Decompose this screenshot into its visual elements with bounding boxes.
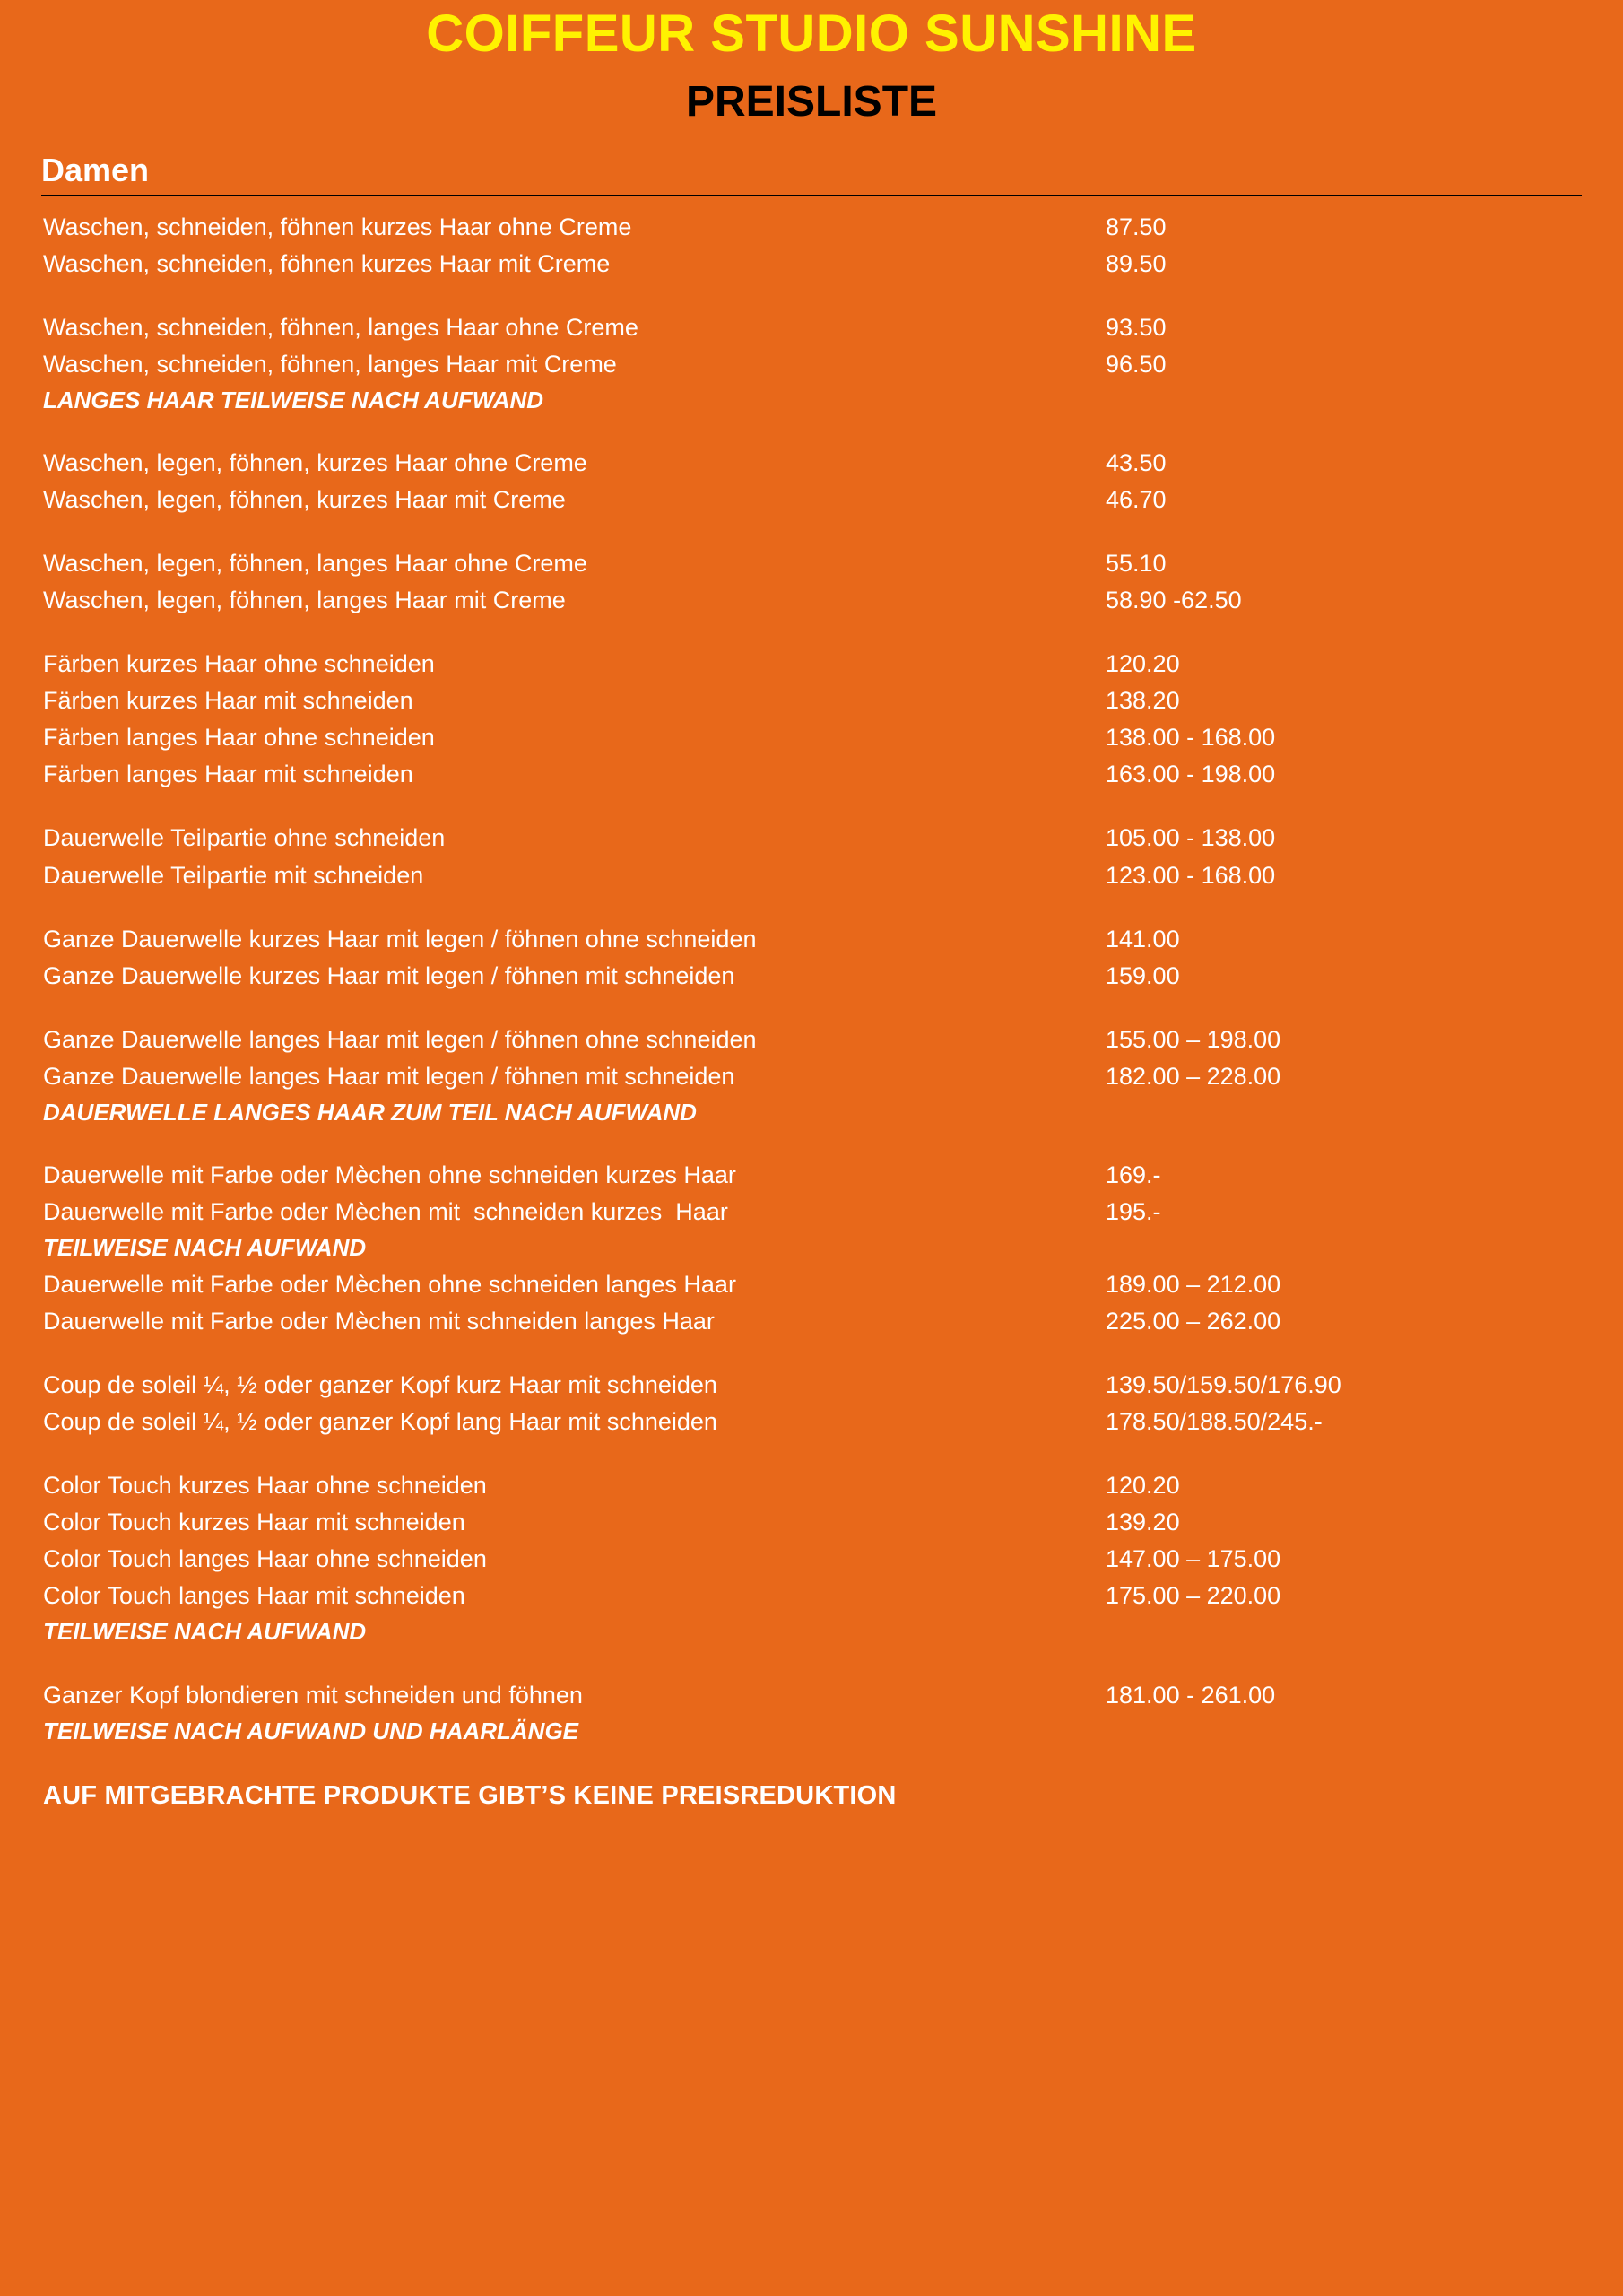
- price-note: TEILWEISE NACH AUFWAND: [43, 1618, 367, 1646]
- price-note: LANGES HAAR TEILWEISE NACH AUFWAND: [43, 386, 544, 413]
- service-price: 169.-: [1106, 1161, 1161, 1189]
- service-label: Dauerwelle Teilpartie mit schneiden: [43, 861, 424, 889]
- service-price: 159.00: [1106, 961, 1180, 989]
- service-label: Waschen, schneiden, föhnen kurzes Haar ohne Creme: [43, 213, 632, 240]
- price-row: [0, 921, 1623, 958]
- service-label: Dauerwelle mit Farbe oder Mèchen ohne schneiden kurzes Haar: [43, 1161, 736, 1189]
- service-price: 178.50/188.50/245.-: [1106, 1407, 1323, 1435]
- price-row: [0, 1541, 1623, 1578]
- row-spacer: [0, 793, 1623, 820]
- page-subtitle: PREISLISTE: [685, 77, 938, 126]
- price-row: [0, 1504, 1623, 1541]
- service-label: Color Touch langes Haar ohne schneiden: [43, 1544, 487, 1572]
- service-label: Färben langes Haar ohne schneiden: [43, 724, 435, 752]
- service-price: 123.00 - 168.00: [1106, 861, 1276, 889]
- service-label: Ganzer Kopf blondieren mit schneiden und föhnen: [43, 1681, 583, 1709]
- service-price: 46.70: [1106, 486, 1167, 514]
- price-row: [0, 346, 1623, 383]
- price-row: [0, 445, 1623, 482]
- service-label: Ganze Dauerwelle kurzes Haar mit legen / föhnen mit schneiden: [43, 961, 735, 989]
- price-row: [0, 857, 1623, 894]
- service-price: 147.00 – 175.00: [1106, 1544, 1281, 1572]
- service-label: Dauerwelle mit Farbe oder Mèchen ohne schneiden langes Haar: [43, 1270, 736, 1298]
- price-note: DAUERWELLE LANGES HAAR ZUM TEIL NACH AUFWAND: [43, 1098, 697, 1126]
- service-price: 138.00 - 168.00: [1106, 724, 1276, 752]
- price-row: [0, 582, 1623, 619]
- service-price: 43.50: [1106, 449, 1167, 477]
- service-label: Ganze Dauerwelle kurzes Haar mit legen / föhnen ohne schneiden: [43, 925, 757, 952]
- price-row: [0, 246, 1623, 283]
- service-price: 120.20: [1106, 650, 1180, 678]
- service-label: Dauerwelle mit Farbe oder Mèchen mit schneiden langes Haar: [43, 1307, 715, 1335]
- service-price: 141.00: [1106, 925, 1180, 952]
- price-row: [0, 1157, 1623, 1194]
- service-label: Waschen, schneiden, föhnen, langes Haar mit Creme: [43, 350, 617, 378]
- service-price: 182.00 – 228.00: [1106, 1062, 1281, 1090]
- service-price: 195.-: [1106, 1198, 1161, 1226]
- row-spacer: [0, 1130, 1623, 1157]
- price-row: [0, 1578, 1623, 1614]
- service-price: 87.50: [1106, 213, 1167, 240]
- page-title: COIFFEUR STUDIO SUNSHINE: [426, 4, 1197, 63]
- price-row: [0, 1194, 1623, 1231]
- service-label: Coup de soleil ¼, ½ oder ganzer Kopf lang Haar mit schneiden: [43, 1407, 717, 1435]
- service-label: Ganze Dauerwelle langes Haar mit legen / föhnen mit schneiden: [43, 1062, 735, 1090]
- row-spacer: [0, 518, 1623, 545]
- service-price: 175.00 – 220.00: [1106, 1581, 1281, 1609]
- service-price: 55.10: [1106, 550, 1167, 578]
- service-price: 120.20: [1106, 1471, 1180, 1499]
- service-label: Dauerwelle mit Farbe oder Mèchen mit schneiden kurzes Haar: [43, 1198, 728, 1226]
- section-divider: [41, 195, 1582, 196]
- row-spacer: [0, 1340, 1623, 1367]
- price-row: [0, 1367, 1623, 1404]
- price-list: [0, 209, 1623, 1749]
- row-spacer: [0, 283, 1623, 309]
- service-label: Coup de soleil ¼, ½ oder ganzer Kopf kurz Haar mit schneiden: [43, 1370, 717, 1398]
- price-row: [0, 1677, 1623, 1714]
- service-label: Waschen, legen, föhnen, langes Haar ohne Creme: [43, 550, 587, 578]
- service-price: 139.20: [1106, 1508, 1180, 1535]
- service-label: Färben kurzes Haar ohne schneiden: [43, 650, 435, 678]
- service-label: Waschen, schneiden, föhnen, langes Haar ohne Creme: [43, 313, 638, 341]
- price-row: [0, 209, 1623, 246]
- price-row: [0, 719, 1623, 756]
- service-label: Färben kurzes Haar mit schneiden: [43, 687, 413, 715]
- price-row: [0, 1266, 1623, 1303]
- service-label: Waschen, legen, föhnen, langes Haar mit Creme: [43, 587, 566, 614]
- price-row: [0, 1058, 1623, 1095]
- price-row: [0, 1303, 1623, 1340]
- price-row: [0, 958, 1623, 995]
- service-label: Waschen, legen, föhnen, kurzes Haar mit Creme: [43, 486, 566, 514]
- service-price: 89.50: [1106, 249, 1167, 277]
- row-spacer: [0, 995, 1623, 1022]
- price-note: TEILWEISE NACH AUFWAND UND HAARLÄNGE: [43, 1717, 579, 1744]
- price-row: [0, 1404, 1623, 1440]
- price-row: [0, 756, 1623, 793]
- service-label: Waschen, schneiden, föhnen kurzes Haar mit Creme: [43, 249, 611, 277]
- price-row: [0, 646, 1623, 683]
- service-label: Color Touch kurzes Haar ohne schneiden: [43, 1471, 487, 1499]
- price-row: [0, 545, 1623, 582]
- service-label: Color Touch kurzes Haar mit schneiden: [43, 1508, 465, 1535]
- service-price: 163.00 - 198.00: [1106, 761, 1276, 788]
- service-price: 93.50: [1106, 313, 1167, 341]
- service-price: 139.50/159.50/176.90: [1106, 1370, 1341, 1398]
- service-label: Color Touch langes Haar mit schneiden: [43, 1581, 465, 1609]
- price-row: [0, 683, 1623, 719]
- price-row: [0, 482, 1623, 518]
- row-spacer: [0, 894, 1623, 921]
- section-heading-damen: Damen: [41, 151, 150, 188]
- row-spacer: [0, 1440, 1623, 1467]
- price-note: TEILWEISE NACH AUFWAND: [43, 1234, 367, 1262]
- row-spacer: [0, 418, 1623, 445]
- footer-note: AUF MITGEBRACHTE PRODUKTE GIBT’S KEINE PREISREDUKTION: [43, 1781, 897, 1811]
- service-price: 138.20: [1106, 687, 1180, 715]
- price-row: [0, 1467, 1623, 1504]
- service-label: Ganze Dauerwelle langes Haar mit legen / föhnen ohne schneiden: [43, 1025, 757, 1053]
- price-row: [0, 309, 1623, 346]
- row-spacer: [0, 619, 1623, 646]
- price-row: [0, 820, 1623, 857]
- service-price: 155.00 – 198.00: [1106, 1025, 1281, 1053]
- service-label: Dauerwelle Teilpartie ohne schneiden: [43, 824, 446, 852]
- service-label: Färben langes Haar mit schneiden: [43, 761, 413, 788]
- service-price: 58.90 -62.50: [1106, 587, 1242, 614]
- service-price: 181.00 - 261.00: [1106, 1681, 1276, 1709]
- service-price: 105.00 - 138.00: [1106, 824, 1276, 852]
- service-price: 225.00 – 262.00: [1106, 1307, 1281, 1335]
- service-label: Waschen, legen, föhnen, kurzes Haar ohne Creme: [43, 449, 587, 477]
- service-price: 96.50: [1106, 350, 1167, 378]
- row-spacer: [0, 1650, 1623, 1677]
- service-price: 189.00 – 212.00: [1106, 1270, 1281, 1298]
- price-row: [0, 1022, 1623, 1058]
